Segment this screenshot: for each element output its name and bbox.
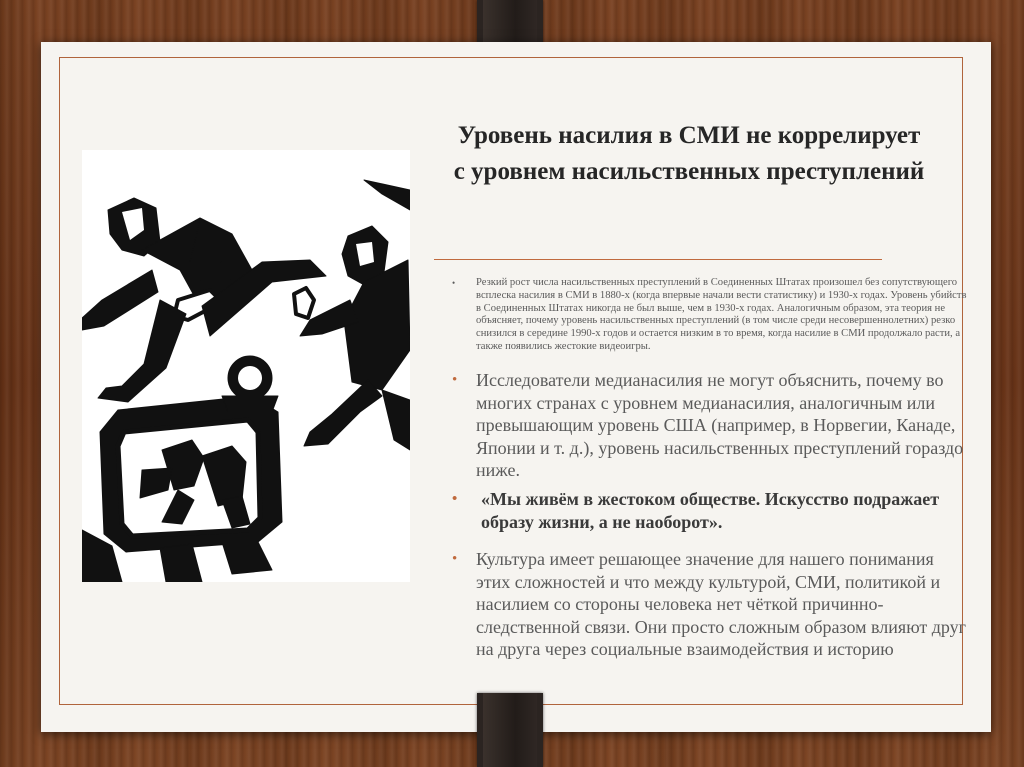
bullet-text: Резкий рост числа насильственных преступлений в Соединенных Штатах произошел без сопутствующего всплеска насилия в СМИ в 1880-х (когда впервые начали вести статистику) и 1930-х годах. Уровень убийств в Соединенных Штатах никогда не был выше, чем в 1930-х годах. Аналогичным образом, эта теория не объясняет, почему уровень насильственных преступлений (в том числе среди несовершеннолетних) резко снизился в середине 1990-х годов и остается низким в то время, когда насилие в СМИ продолжало расти, а также появились жестокие видеоигры. — [476, 277, 967, 352]
bottom-binder-clip — [477, 693, 543, 767]
list-item — [452, 277, 972, 354]
list-item — [452, 369, 972, 482]
bullet-text: «Мы живём в жестоком обществе. Искусство подражает образу жизни, а не наоборот». — [481, 489, 940, 532]
bullet-marker: • — [452, 551, 458, 567]
bullet-text: Исследователи медианасилия не могут объяснить, почему во многих странах с уровнем медианасилия, аналогичным или превышающим уровень США (например, в Норвегии, Канаде, Японии и т. д.), уровень насильственных преступлений гораздо ниже. — [476, 370, 964, 480]
violence-illustration — [82, 150, 410, 582]
title-underline — [434, 259, 882, 260]
bullet-marker: • — [452, 278, 456, 288]
list-item — [452, 488, 972, 533]
slide-title: Уровень насилия в СМИ не коррелирует с уровнем насильственных преступлений — [453, 122, 925, 185]
bullet-text: Культура имеет решающее значение для нашего понимания этих сложностей и что между культурой, СМИ, политикой и насилием со стороны человека нет чёткой причинно-следственной связи. Они просто сложным образом влияют друг на друга через социальные взаимодействия и историю — [476, 549, 967, 659]
list-item — [452, 548, 972, 661]
bullet-marker: • — [452, 491, 458, 507]
bullet-marker: • — [452, 372, 458, 388]
illustration-drawing — [82, 150, 410, 582]
